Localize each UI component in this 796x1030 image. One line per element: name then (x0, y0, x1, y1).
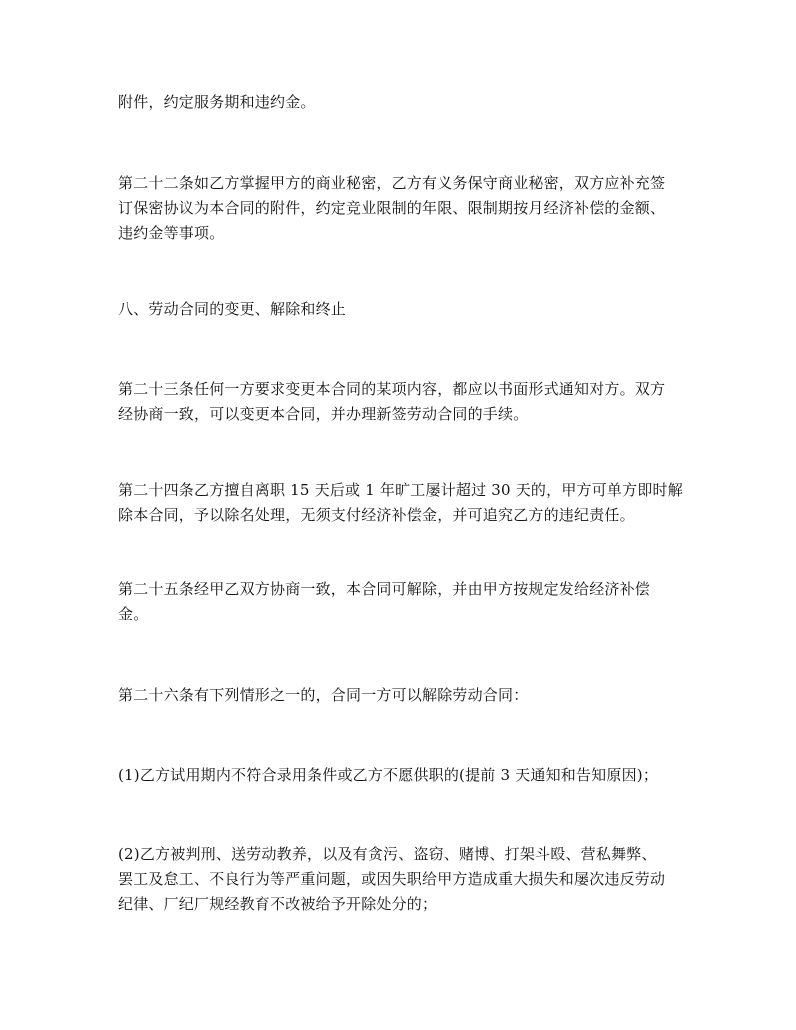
text-line: 八、劳动合同的变更、解除和终止 (118, 300, 347, 318)
paragraph-article-23 (118, 377, 683, 427)
text-line: 金。 (118, 605, 149, 623)
text-line: 第二十三条任何一方要求变更本合同的某项内容，都应以书面形式通知对方。双方 (118, 380, 666, 398)
text-line: 罢工及怠工、不良行为等严重问题，或因失职给甲方造成重大损失和屡次违反劳动 (118, 870, 666, 888)
text-line: 订保密协议为本合同的附件，约定竞业限制的年限、限制期按月经济补偿的金额、 (118, 199, 666, 217)
list-item-clause-2 (118, 842, 683, 917)
list-item-clause-1 (118, 763, 683, 788)
text-line: 第二十四条乙方擅自离职 15 天后或 1 年旷工屡计超过 30 天的，甲方可单方即时解 (118, 481, 683, 499)
section-heading-contract-change (118, 297, 683, 322)
paragraph-service-period-tail (118, 90, 683, 115)
text-line: 违约金等事项。 (118, 224, 225, 242)
text-line: 附件，约定服务期和违约金。 (118, 93, 316, 111)
paragraph-article-24 (118, 478, 683, 528)
text-line: 除本合同，予以除名处理，无须支付经济补偿金，并可追究乙方的违纪责任。 (118, 506, 635, 524)
text-line: 经协商一致，可以变更本合同，并办理新签劳动合同的手续。 (118, 405, 529, 423)
text-line: (1)乙方试用期内不符合录用条件或乙方不愿供职的(提前 3 天通知和告知原因)； (118, 766, 659, 784)
paragraph-article-22 (118, 171, 683, 246)
text-line: 第二十二条如乙方掌握甲方的商业秘密，乙方有义务保守商业秘密，双方应补充签 (118, 174, 666, 192)
text-line: 第二十五条经甲乙双方协商一致，本合同可解除，并由甲方按规定发给经济补偿 (118, 580, 651, 598)
paragraph-article-25 (118, 577, 683, 627)
text-line: (2)乙方被判刑、送劳动教养，以及有贪污、盗窃、赌博、打架斗殴、营私舞弊、 (118, 845, 657, 863)
text-line: 纪律、厂纪厂规经教育不改被给予开除处分的； (118, 895, 438, 913)
text-line: 第二十六条有下列情形之一的，合同一方可以解除劳动合同： (118, 686, 529, 704)
paragraph-article-26 (118, 683, 683, 708)
